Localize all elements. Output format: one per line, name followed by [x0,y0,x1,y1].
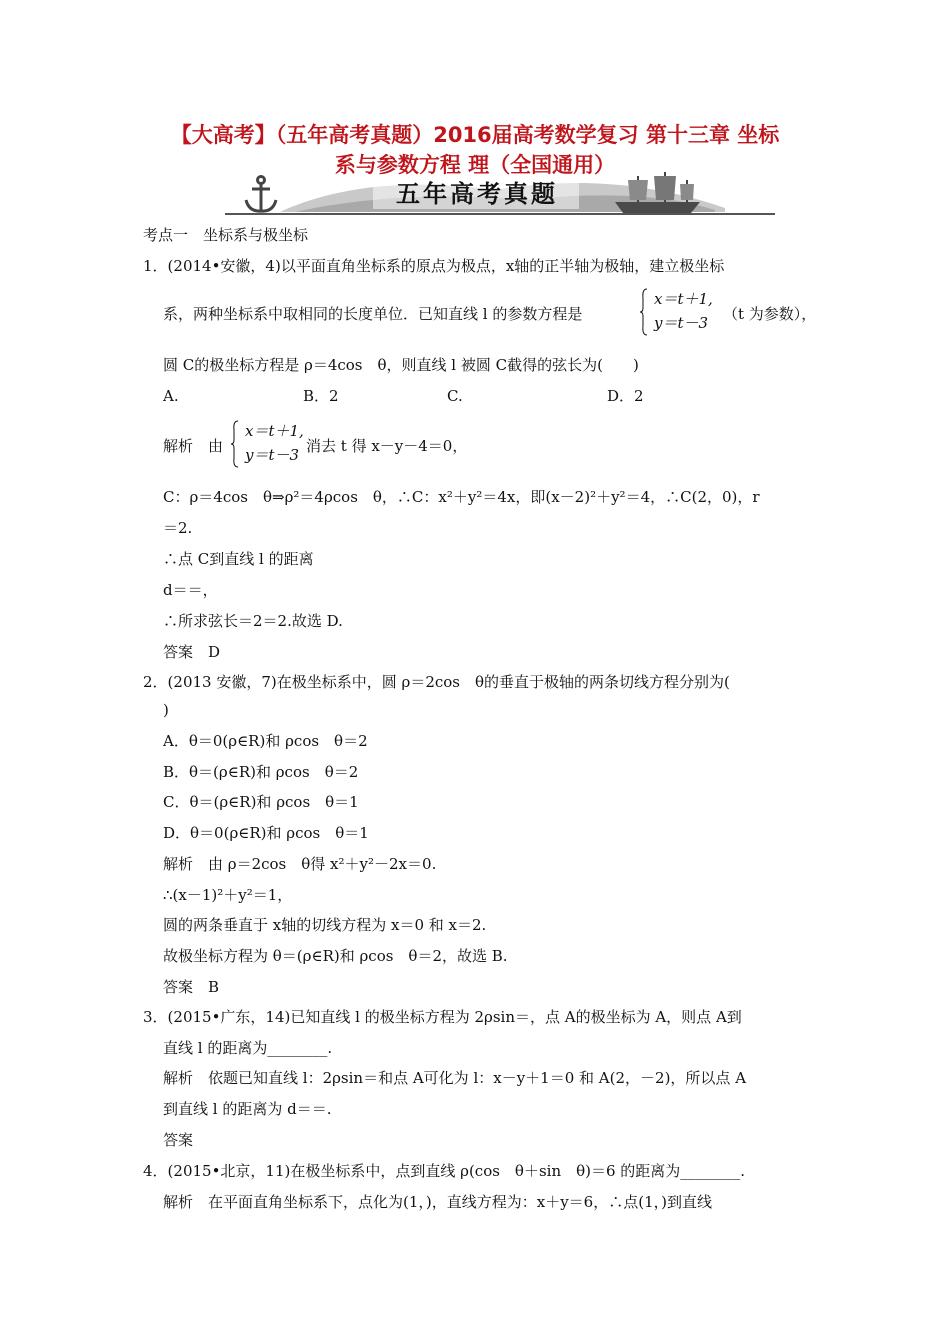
q2-line-1: 2．(2013 安徽，7)在极坐标系中，圆 ρ＝2cos θ的垂直于极轴的两条切线方程分别为( [143,673,730,691]
q3-answer: 答案 [163,1131,194,1149]
q3-analysis-2: 到直线 l 的距离为 d＝＝. [163,1100,332,1118]
anchor-icon [246,177,276,212]
system-2-row-1: x＝t＋1, [245,422,304,440]
q2-option-d: D．θ＝0(ρ∈R)和 ρcos θ＝1 [163,824,369,842]
q1-analysis-distance: ∴点 C到直线 l 的距离 [163,550,314,568]
q2-analysis-3: 圆的两条垂直于 x轴的切线方程为 x＝0 和 x＝2. [163,916,487,934]
q1-option-d: D．2 [607,387,644,405]
document-title [120,120,830,180]
q1-analysis-elim: 消去 t 得 x－y－4＝0， [306,437,468,455]
q2-analysis-2: ∴(x－1)²＋y²＝1， [163,886,293,904]
q1-line-2: 系，两种坐标系中取相同的长度单位．已知直线 l 的参数方程是 [163,305,583,323]
q2-option-b: B．θ＝(ρ∈R)和 ρcos θ＝2 [163,763,359,781]
q2-option-c: C．θ＝(ρ∈R)和 ρcos θ＝1 [163,793,359,811]
banner-title: 五年高考真题 [396,180,558,208]
q1-line-3: 圆 C的极坐标方程是 ρ＝4cos θ，则直线 l 被圆 C截得的弦长为( ) [163,356,639,374]
q1-option-c: C. [447,387,463,405]
q3-analysis-1: 解析 依题已知直线 l：2ρsin＝和点 A可化为 l：x－y＋1＝0 和 A(2，－2)，所以点 A [163,1069,747,1087]
section-heading: 考点一 坐标系与极坐标 [143,226,309,244]
q2-option-a: A．θ＝0(ρ∈R)和 ρcos θ＝2 [163,732,368,750]
q1-analysis-radius: ＝2. [163,519,193,537]
q1-analysis-d: d＝＝， [163,581,218,599]
q1-analysis-chord: ∴所求弦长＝2＝2.故选 D. [163,612,343,630]
q1-line-1: 1．(2014•安徽，4)以平面直角坐标系的原点为极点，x轴的正半轴为极轴，建立极坐标 [143,257,725,275]
section-banner [225,172,775,220]
q1-analysis-circle: C：ρ＝4cos θ⇒ρ²＝4ρcos θ，∴C：x²＋y²＝4x，即(x－2)²＋y²＝4，∴C(2，0)，r [163,488,760,506]
q2-analysis-1: 解析 由 ρ＝2cos θ得 x²＋y²－2x＝0. [163,855,437,873]
q1-line-2-tail: （t 为参数）， [723,305,817,323]
parametric-system-1 [640,288,720,336]
q1-option-a: A. [163,387,179,405]
q3-line-1: 3．(2015•广东，14)已知直线 l 的极坐标方程为 2ρsin＝，点 A的极坐标为 A，则点 A到 [143,1008,742,1026]
q2-line-2: ) [163,701,169,719]
system-1-row-1: x＝t＋1, [654,290,713,308]
system-1-row-2: y＝t－3 [654,314,709,332]
q4-analysis-1: 解析 在平面直角坐标系下，点化为(1，)，直线方程为：x＋y＝6，∴点(1，)到直线 [163,1193,712,1211]
q2-analysis-4: 故极坐标方程为 θ＝(ρ∈R)和 ρcos θ＝2，故选 B. [163,947,508,965]
title-line-1: 【大高考】（五年高考真题）2016届高考数学复习 第十三章 坐标 [170,123,780,147]
banner-graphic [225,172,775,220]
q3-line-2: 直线 l 的距离为________. [163,1039,333,1057]
brace-icon [640,288,648,336]
q1-option-b: B．2 [303,387,339,405]
title-line-2: 系与参数方程 理（全国通用） [334,153,616,177]
q1-analysis-start: 解析 由 [163,437,224,455]
parametric-system-2 [231,420,311,468]
q4-line-1: 4．(2015•北京，11)在极坐标系中，点到直线 ρ(cos θ＋sin θ)＝6 的距离为________. [143,1162,746,1180]
q1-answer: 答案 D [163,643,221,661]
brace-icon [231,420,239,468]
q2-answer: 答案 B [163,978,220,996]
system-2-row-2: y＝t－3 [245,446,300,464]
